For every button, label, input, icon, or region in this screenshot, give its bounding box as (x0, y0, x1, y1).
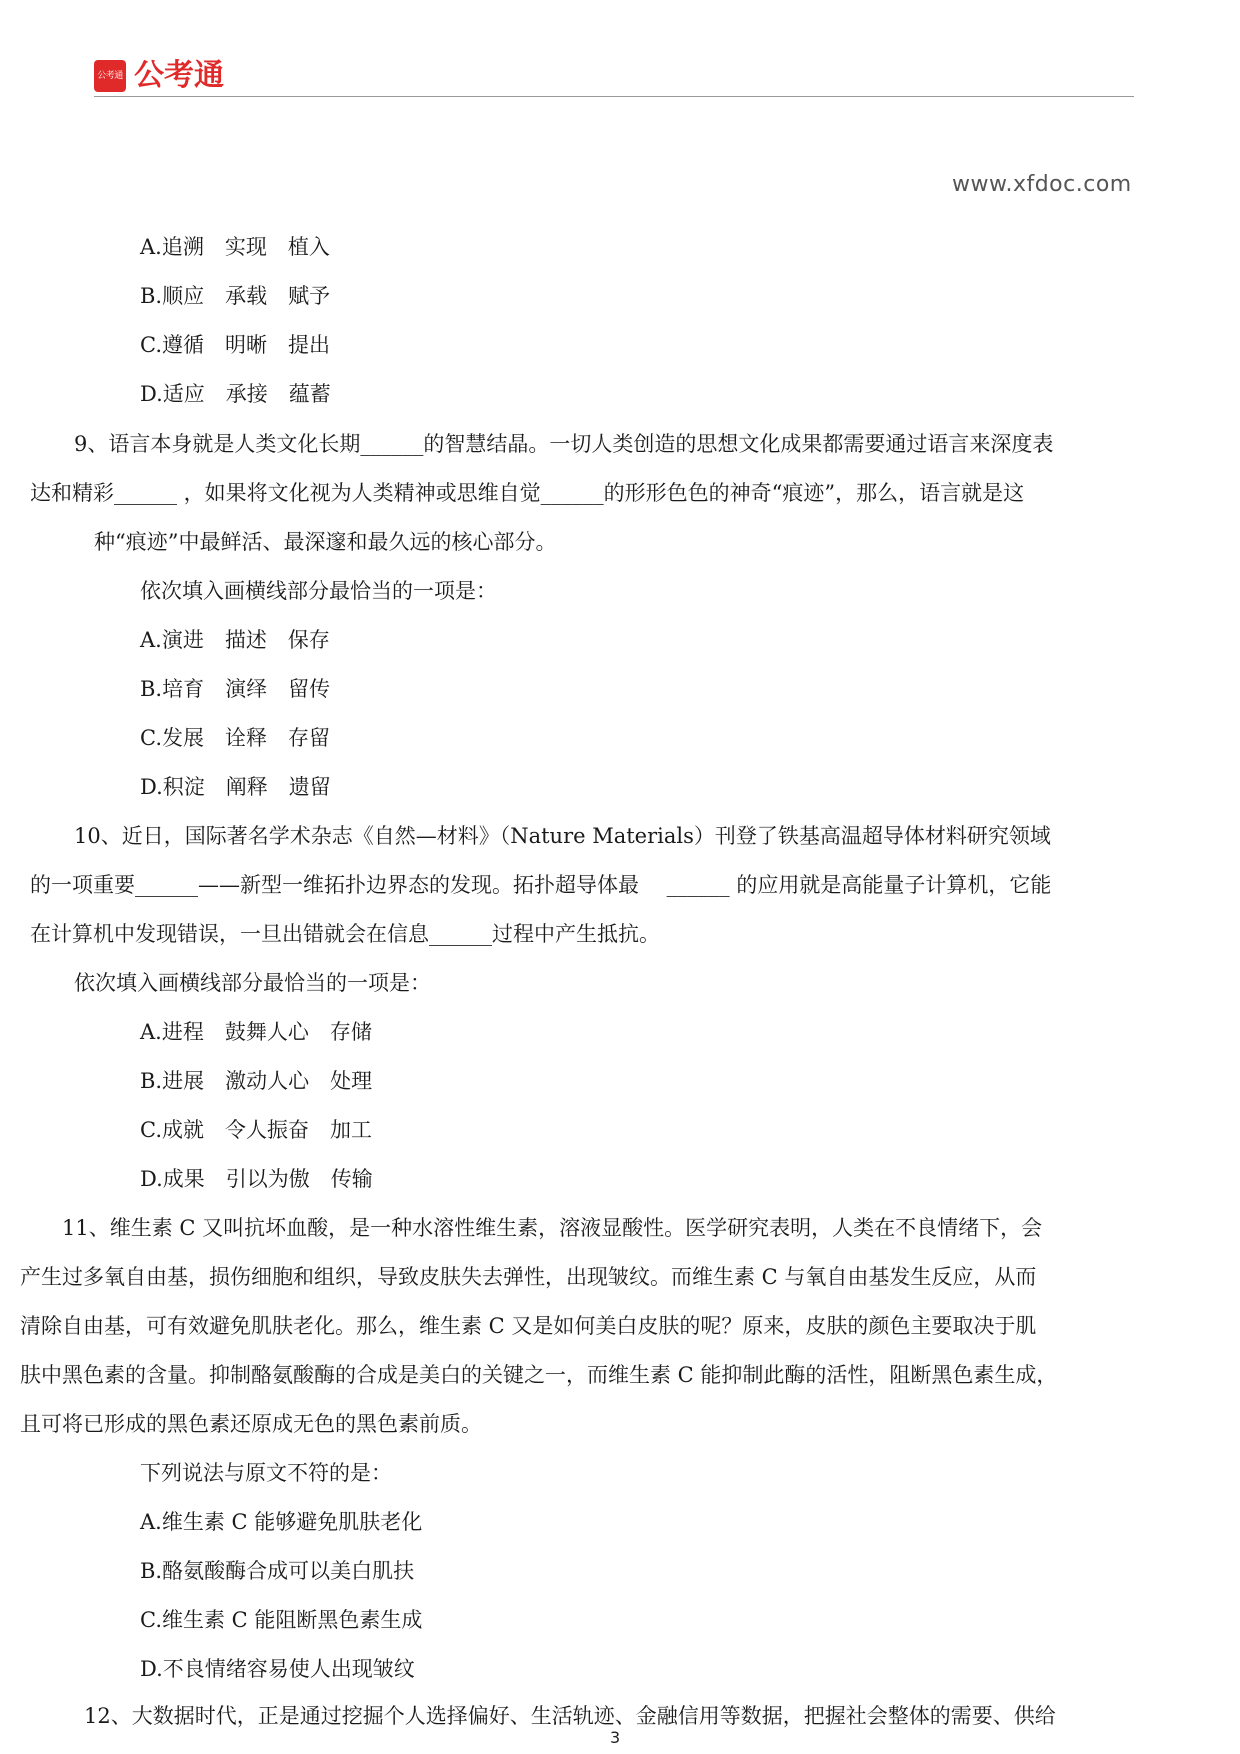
option-d: D.成果 引以为傲 传输 (140, 1167, 373, 1191)
option-b: B.培育 演绎 留传 (140, 677, 331, 701)
option-c: C.发展 诠释 存留 (140, 726, 330, 750)
option-d: D.不良情绪容易使人出现皱纹 (140, 1657, 415, 1681)
question-11-line-5: 且可将已形成的黑色素还原成无色的黑色素前质。 (20, 1412, 482, 1436)
question-11-line-4: 肤中黑色素的含量。抑制酪氨酸酶的合成是美白的关键之一，而维生素 C 能抑制此酶的活性，阻断黑色素生成， (20, 1363, 1058, 1387)
option-b: B.酪氨酸酶合成可以美白肌扶 (140, 1559, 415, 1583)
option-a: A.演进 描述 保存 (140, 628, 330, 652)
question-9-prompt: 依次填入画横线部分最恰当的一项是： (140, 579, 497, 603)
option-c: C.维生素 C 能阻断黑色素生成 (140, 1608, 423, 1632)
question-11-line-2: 产生过多氧自由基，损伤细胞和组织，导致皮肤失去弹性，出现皱纹。而维生素 C 与氧自由基发生反应，从而 (20, 1265, 1037, 1289)
option-c: C.遵循 明晰 提出 (140, 333, 330, 357)
option-a: A.维生素 C 能够避免肌肤老化 (140, 1510, 423, 1534)
question-10-line-1: 10、近日，国际著名学术杂志《自然—材料》（Nature Materials）刊登了铁基高温超导体材料研究领域 (74, 824, 1051, 848)
question-12-line-1: 12、大数据时代，正是通过挖掘个人选择偏好、生活轨迹、金融信用等数据，把握社会整体的需要、供给 (84, 1704, 1056, 1728)
question-11-line-1: 11、维生素 C 又叫抗坏血酸，是一种水溶性维生素，溶液显酸性。医学研究表明，人类在不良情绪下，会 (62, 1216, 1043, 1240)
question-10-prompt: 依次填入画横线部分最恰当的一项是： (74, 971, 431, 995)
option-c: C.成就 令人振奋 加工 (140, 1118, 372, 1142)
logo-text: 公考通 (134, 58, 224, 93)
question-10-line-2: 的一项重要______——新型一维拓扑边界态的发现。拓扑超导体最 ______ 的应用就是高能量子计算机，它能 (30, 873, 1052, 897)
header (94, 56, 1134, 96)
option-a: A.追溯 实现 植入 (140, 235, 330, 259)
option-d: D.积淀 阐释 遗留 (140, 775, 331, 799)
option-b: B.进展 激动人心 处理 (140, 1069, 373, 1093)
page-number: 3 (610, 1728, 621, 1747)
option-a: A.进程 鼓舞人心 存储 (140, 1020, 372, 1044)
question-11-line-3: 清除自由基，可有效避免肌肤老化。那么，维生素 C 又是如何美白皮肤的呢？原来，皮肤的颜色主要取决于肌 (20, 1314, 1037, 1338)
watermark: www.xfdoc.com (952, 172, 1132, 197)
option-b: B.顺应 承载 赋予 (140, 284, 331, 308)
question-11-prompt: 下列说法与原文不符的是： (140, 1461, 392, 1485)
question-9-line-2: 达和精彩______ ，如果将文化视为人类精神或思维自觉______的形形色色的神奇“痕迹”，那么，语言就是这 (30, 481, 1025, 505)
option-d: D.适应 承接 蕴蓄 (140, 382, 331, 406)
question-10-line-3: 在计算机中发现错误，一旦出错就会在信息______过程中产生抵抗。 (30, 922, 660, 946)
logo-icon: 公考通 (94, 60, 126, 92)
question-9-line-1: 9、语言本身就是人类文化长期______的智慧结晶。一切人类创造的思想文化成果都需要通过语言来深度表 (74, 432, 1054, 456)
header-divider (94, 96, 1134, 97)
question-9-line-3: 种“痕迹”中最鲜活、最深邃和最久远的核心部分。 (94, 530, 557, 554)
